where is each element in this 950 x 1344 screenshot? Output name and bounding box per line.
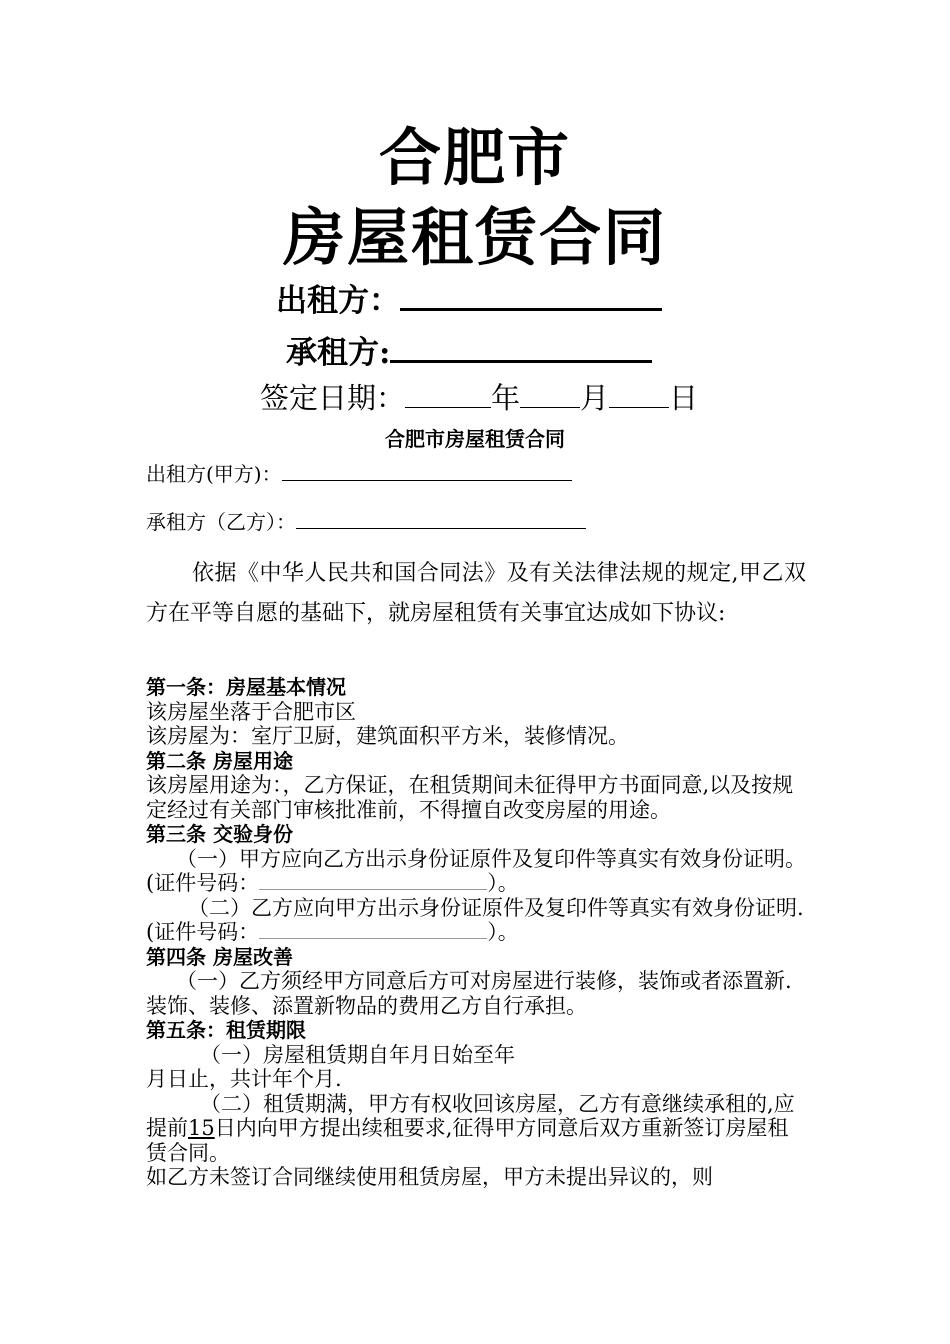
sign-date-year-blank (405, 381, 491, 408)
sign-date-month: 月 (580, 381, 610, 415)
article-2-line-1: 该房屋用途为：，乙方保证，在租赁期间未征得甲方书面同意,以及按规定经过有关部门审核批准前，不得擅自改变房屋的用途。 (146, 773, 794, 822)
article-5-item-1-cont: 月日止，共计年个月. (146, 1067, 342, 1091)
article-5-item-2 (146, 1092, 806, 1166)
article-1-title: 第一条：房屋基本情况 (146, 675, 346, 699)
party-b-label: 承租方（乙方）： (146, 510, 296, 534)
sign-date-year: 年 (491, 381, 521, 415)
article-3-item-1-end: ）。 (487, 871, 519, 895)
cover-lessor (276, 278, 662, 321)
cover-lessee (286, 330, 652, 373)
sign-date-day-blank (609, 381, 669, 408)
article-3-item-1-text: （一）甲方应向乙方出示身份证原件及复印件等真实有效身份证明。(证件号码： (146, 846, 806, 895)
party-b-line (146, 508, 586, 536)
article-2-title: 第二条 房屋用途 (146, 748, 293, 773)
cover-lessee-blank (390, 330, 652, 363)
article-3-item-2-end: ）。 (487, 920, 519, 944)
article-5-item-1: （一）房屋租赁期自年月日始至年 (200, 1042, 515, 1067)
party-a-line (146, 460, 572, 488)
article-4-title: 第四条 房屋改善 (146, 944, 293, 969)
id-number-blank-b (259, 920, 487, 939)
article-5-line-4: 如乙方未签订合同继续使用租赁房屋，甲方未提出异议的，则 (146, 1165, 713, 1189)
articles-body (146, 675, 806, 1190)
cover-lessee-label: 承租方: (286, 335, 391, 371)
article-5-item-2-text: （二）租赁期满，甲方有权收回该房屋，乙方有意继续承租的,应提前 (146, 1091, 795, 1140)
id-number-blank-a (259, 871, 487, 890)
article-3-item-2-text: （二）乙方应向甲方出示身份证原件及复印件等真实有效身份证明. (证件号码： (146, 895, 804, 944)
article-5-item-2-rest: 日内向甲方提出续租要求,征得甲方同意后双方重新签订房屋租赁合同。 (146, 1116, 789, 1165)
cover-sign-date (260, 378, 698, 418)
article-1-line-2: 该房屋为：室厅卫厨，建筑面积平方米，装修情况。 (146, 724, 629, 748)
sign-date-month-blank (520, 381, 580, 408)
cover-city: 合肥市 (378, 121, 571, 194)
article-5-title: 第五条：租赁期限 (146, 1018, 306, 1042)
party-b-blank (296, 508, 586, 529)
party-a-label: 出租方(甲方)： (146, 462, 282, 486)
article-4-item-1: （一）乙方须经甲方同意后方可对房屋进行装修，装饰或者添置新. 装饰、装修、添置新物品的费用乙方自行承担。 (146, 969, 792, 1018)
cover-lessor-blank (400, 278, 662, 311)
article-3-item-2 (146, 896, 806, 945)
intro-paragraph: 依据《中华人民共和国合同法》及有关法律法规的规定,甲乙双方在平等自愿的基础下，就房屋租赁有关事宜达成如下协议: (146, 561, 806, 626)
cover-lessor-label: 出租方： (276, 283, 400, 319)
cover-title: 房屋租赁合同 (282, 201, 667, 274)
article-1-line-1: 该房屋坐落于合肥市区 (146, 699, 356, 724)
notice-days-value: 15 (188, 1116, 215, 1140)
party-a-blank (282, 460, 572, 481)
sign-date-label: 签定日期： (260, 381, 406, 415)
article-3-title: 第三条 交验身份 (146, 822, 293, 846)
sign-date-day: 日 (669, 381, 699, 415)
doc-title: 合肥市房屋租赁合同 (385, 427, 565, 451)
article-3-item-1 (146, 847, 806, 896)
